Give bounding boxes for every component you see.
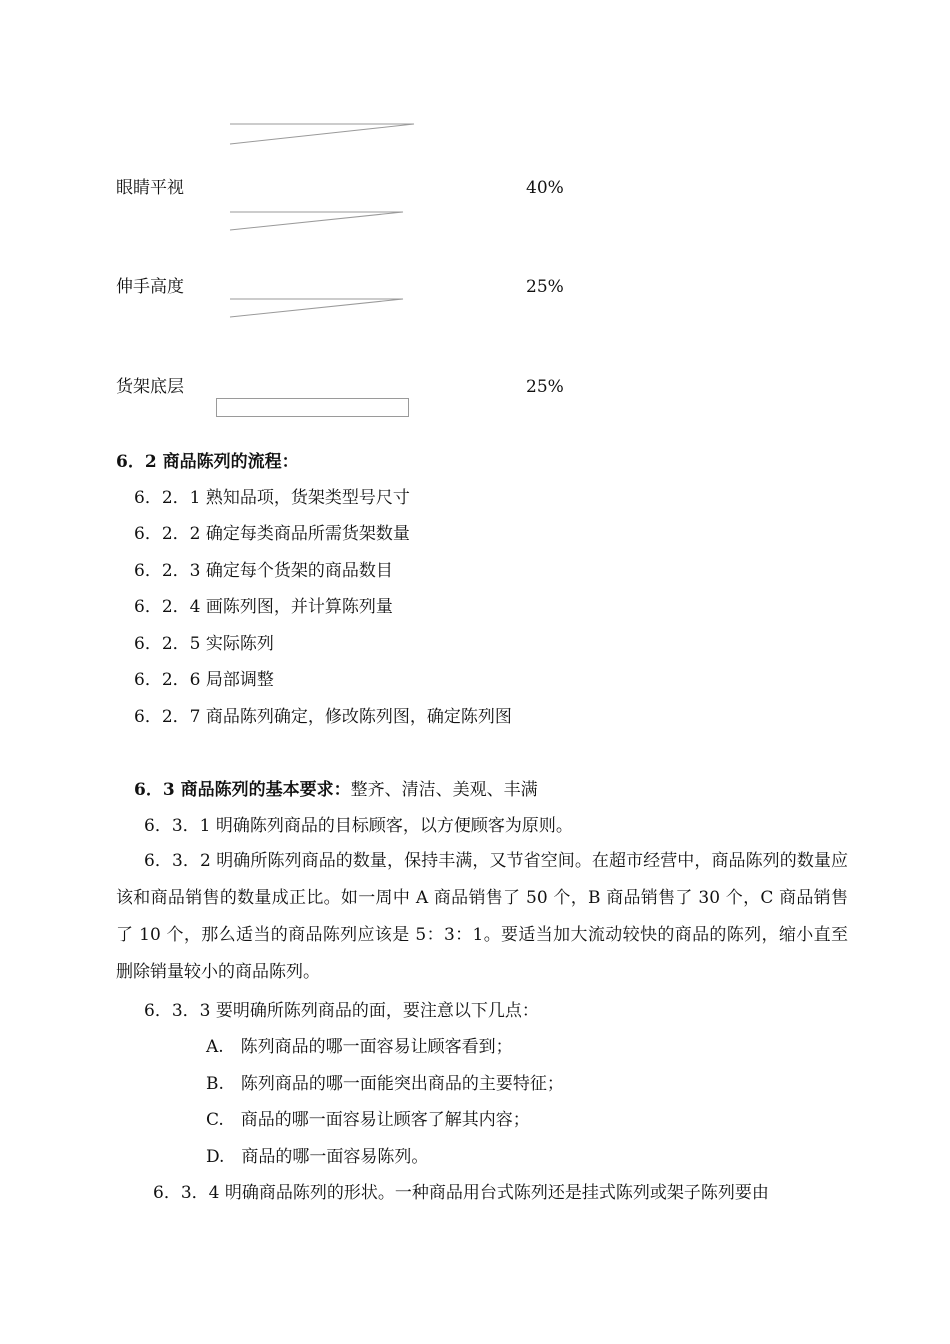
section-heading-6-3 xyxy=(134,780,538,800)
shelf-wedge-middle xyxy=(228,208,408,234)
paragraph-6-3-2: 6．3．2 明确所陈列商品的数量，保持丰满，又节省空间。在超市经营中，商品陈列的数量应该和商品销售的数量成正比。如一周中 A 商品销售了 50 个，B 商品销售了 30 个，C 商品销售了 10 个，那么适当的商品陈列应该是 5：3：1。要适当加大流动较快的商品的陈列，缩小直至删除销量较小的商品陈列。 xyxy=(116,851,848,982)
level-percent-bottom: 25% xyxy=(526,377,564,397)
paragraph-6-3-3: 6．3．3 要明确所陈列商品的面，要注意以下几点： xyxy=(144,1001,539,1021)
step-item: 6．2．7 商品陈列确定，修改陈列图，确定陈列图 xyxy=(134,707,512,727)
step-item: 6．2．5 实际陈列 xyxy=(134,634,274,654)
paragraph-6-3-1: 6．3．1 明确陈列商品的目标顾客，以方便顾客为原则。 xyxy=(144,816,573,836)
point-item: C. 商品的哪一面容易让顾客了解其内容； xyxy=(206,1110,530,1130)
level-label-eye: 眼睛平视 xyxy=(116,178,184,198)
level-percent-eye: 40% xyxy=(526,178,564,198)
section-heading-6-3-rest: 整齐、清洁、美观、丰满 xyxy=(350,780,538,800)
step-item: 6．2．3 确定每个货架的商品数目 xyxy=(134,561,393,581)
level-label-bottom: 货架底层 xyxy=(116,377,184,397)
point-item: D. 商品的哪一面容易陈列。 xyxy=(206,1147,429,1167)
step-item: 6．2．2 确定每类商品所需货架数量 xyxy=(134,524,410,544)
section-heading-6-2: 6．2 商品陈列的流程： xyxy=(116,452,299,472)
step-item: 6．2．4 画陈列图，并计算陈列量 xyxy=(134,597,393,617)
paragraph-6-3-4: 6．3．4 明确商品陈列的形状。一种商品用台式陈列还是挂式陈列或架子陈列要由 xyxy=(153,1183,769,1203)
point-item: B. 陈列商品的哪一面能突出商品的主要特征； xyxy=(206,1074,564,1094)
shelf-wedge-lower xyxy=(228,295,408,321)
shelf-bottom-box xyxy=(216,398,409,417)
section-heading-6-3-bold: 6．3 商品陈列的基本要求： xyxy=(134,780,351,800)
step-item: 6．2．1 熟知品项，货架类型号尺寸 xyxy=(134,488,410,508)
shelf-wedge-top xyxy=(228,120,418,148)
step-item: 6．2．6 局部调整 xyxy=(134,670,274,690)
level-label-reach: 伸手高度 xyxy=(116,277,184,297)
level-percent-reach: 25% xyxy=(526,277,564,297)
point-item: A. 陈列商品的哪一面容易让顾客看到； xyxy=(206,1037,513,1057)
